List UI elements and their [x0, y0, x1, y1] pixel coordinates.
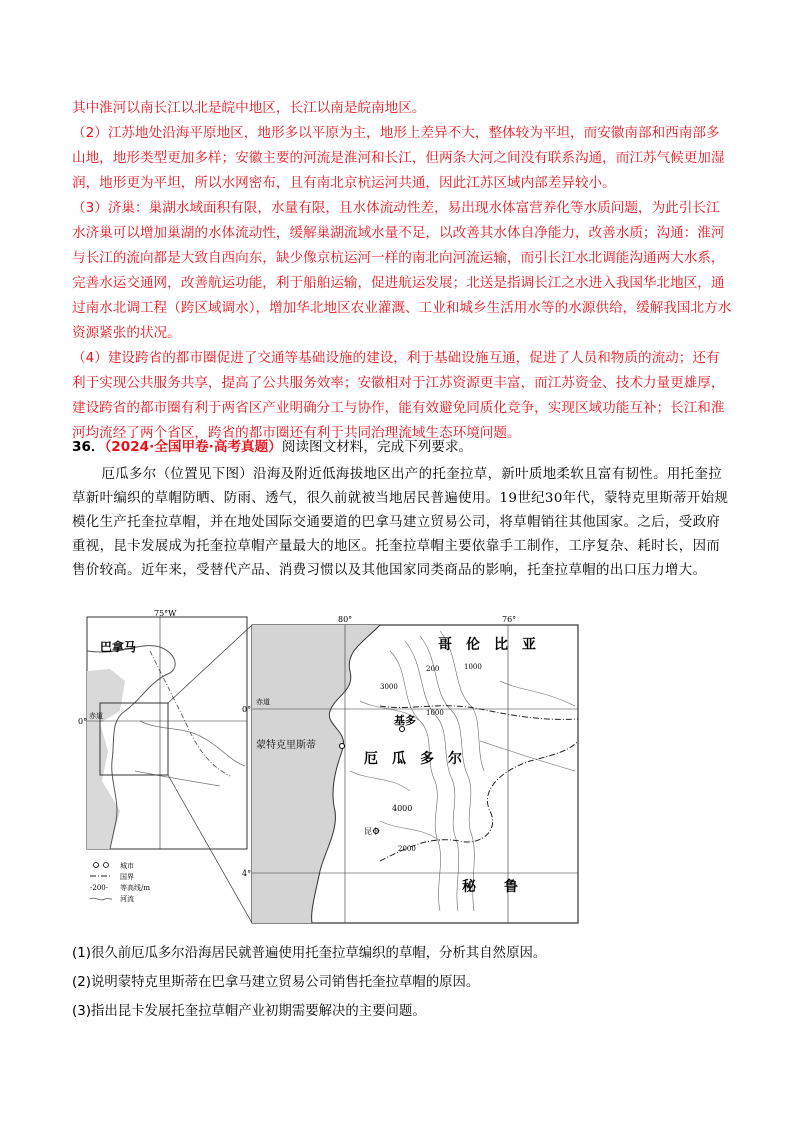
sub-question-2: (2)说明蒙特克里斯蒂在巴拿马建立贸易公司销售托奎拉草帽的原因。: [72, 975, 480, 990]
contour-label-1000-b: 1000: [426, 709, 444, 717]
ecuador-map-figure: [80, 611, 580, 931]
city-quito-marker: [400, 727, 405, 732]
question-number: 36．: [72, 439, 105, 455]
contour-label-3000: 3000: [380, 683, 398, 691]
main-lat-label-4: 4°: [242, 869, 252, 878]
legend-city-label: 城市: [120, 862, 134, 870]
contour-label-200: 200: [426, 665, 440, 673]
city-montecristi-marker: [340, 744, 345, 749]
legend-city-symbol: [94, 863, 99, 868]
country-colombia: 哥 伦 比 亚: [438, 637, 536, 653]
inset-country-label: 巴拿马: [100, 640, 137, 654]
question-instruction: 阅读图文材料，完成下列要求。: [281, 439, 473, 455]
city-cuenca: 昆卡: [364, 827, 380, 836]
map-legend: [90, 861, 150, 903]
legend-contour-symbol: -200-: [90, 884, 109, 892]
inset-equator-label: 赤道: [89, 712, 103, 720]
legend-contour-label: 等高线/m: [120, 884, 150, 892]
country-ecuador: 厄 瓜 多 尔: [364, 751, 462, 767]
inset-lat-label: 0°: [78, 717, 88, 726]
answer-part-3: （3）济巢：巢湖水域面积有限，水量有限，且水体流动性差，易出现水体富营养化等水质问题，为此引长江水济巢可以增加巢湖的水体流动性，缓解巢湖流域水量不足，以改善其水体自净能力，改善水质；沟通：淮河与长江的流向都是大致自西向东，缺少像京杭运河一样的南北向河流运输，而引长江水北调能沟通两大水系，完善水运交通网，改善航运功能，利于船舶运输，促进航运发展；北送是指调长江之水进入我国华北地区，通过南水北调工程（跨区域调水），增加华北地区农业灌溉、工业和城乡生活用水等的水源供给，缓解我国北方水资源紧张的状况。: [72, 200, 732, 341]
question-source: （2024·全国甲卷·高考真题）: [104, 439, 282, 455]
sub-question-3: (3)指出昆卡发展托奎拉草帽产业初期需要解决的主要问题。: [72, 1004, 426, 1019]
main-lat-label-0: 0°: [242, 705, 252, 714]
legend-river-label: 河流: [120, 895, 134, 903]
legend-river-symbol: [90, 898, 112, 900]
main-lon-label-76: 76°: [502, 615, 517, 624]
contour-label-4000: 4000: [392, 804, 413, 813]
contour-label-1000-a: 1000: [464, 663, 482, 671]
country-peru: 秘 鲁: [462, 879, 518, 895]
main-lon-label-80: 80°: [338, 615, 353, 624]
answer-part-2: （2）江苏地处沿海平原地区，地形多以平原为主，地形上差异不大，整体较为平坦，而安徽南部和西南部多山地，地形类型更加多样；安徽主要的河流是淮河和长江，但两条大河之间没有联系沟通，而江苏气候更加湿润，地形更为平坦，所以水网密布，且有南北京杭运河共通，因此江苏区域内部差异较小。: [72, 125, 725, 191]
legend-border-label: 国界: [120, 873, 134, 881]
contour-label-2000: 2000: [398, 845, 416, 853]
city-montecristi: 蒙特克里斯蒂: [256, 740, 316, 751]
city-quito: 基多: [394, 714, 416, 727]
question-header: [72, 436, 472, 458]
sub-question-1: (1)很久前厄瓜多尔沿海居民就普遍使用托奎拉草编织的草帽，分析其自然原因。: [72, 946, 547, 961]
main-equator-label: 赤道: [256, 698, 270, 706]
answer-part-4: （4）建设跨省的都市圈促进了交通等基础设施的建设，利于基础设施互通，促进了人员和物质的流动；还有利于实现公共服务共享，提高了公共服务效率；安徽相对于江苏资源更丰富，而江苏资金、技术力量更雄厚，建设跨省的都市圈有利于两省区产业明确分工与协作，能有效避免同质化竞争，实现区域功能互补；长江和淮河均流经了两个省区，跨省的都市圈还有利于共同治理流域生态环境问题。: [72, 350, 725, 441]
inset-lon-label: 75°W: [154, 609, 177, 618]
answer-line-1: 其中淮河以南长江以北是皖中地区，长江以南是皖南地区。: [72, 100, 426, 116]
legend-city-symbol-2: [104, 863, 109, 868]
material-paragraph: 厄瓜多尔（位置见下图）沿海及附近低海拔地区出产的托奎拉草，新叶质地柔软且富有韧性。用托奎拉草新叶编织的草帽防晒、防雨、透气，很久前就被当地居民普遍使用。19世纪30年代，蒙特克里斯蒂开始规模化生产托奎拉草帽，并在地处国际交通要道的巴拿马建立贸易公司，将草帽销往其他国家。之后，受政府重视，昆卡发展成为托奎拉草帽产量最大的地区。托奎拉草帽主要依靠手工制作，工序复杂、耗时长，因而售价较高。近年来，受替代产品、消费习惯以及其他国家同类商品的影响，托奎拉草帽的出口压力增大。: [72, 467, 729, 578]
